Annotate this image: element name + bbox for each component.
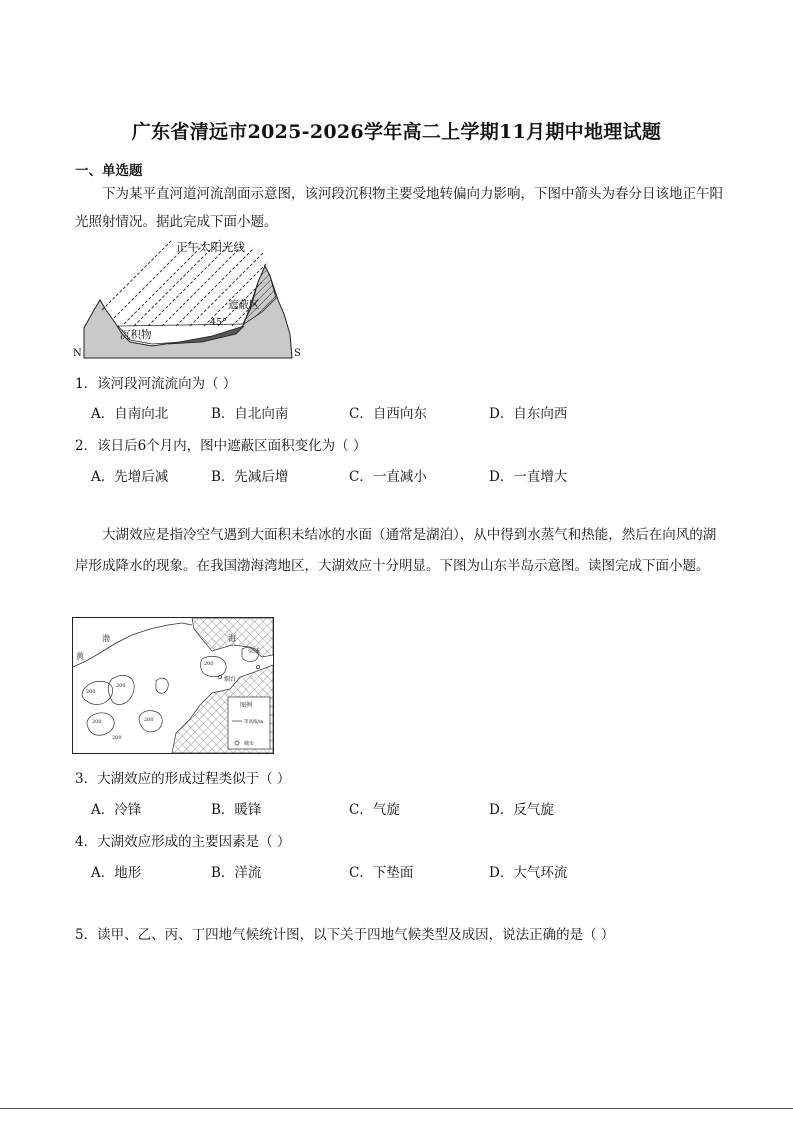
question-4-stem: 4．大湖效应形成的主要因素是（ ） xyxy=(75,834,291,850)
q3-option-b[interactable]: B．暖锋 xyxy=(211,802,262,818)
footer-divider xyxy=(0,1108,793,1109)
label-sediment: 沉积物 xyxy=(120,329,152,341)
q1-option-c[interactable]: C．自西向东 xyxy=(349,406,427,422)
q1-option-b[interactable]: B．自北向南 xyxy=(211,406,289,422)
section-heading: 一、单选题 xyxy=(75,163,143,179)
shandong-map-figure xyxy=(72,617,274,754)
label-huang: 黄 xyxy=(76,652,84,661)
q2-option-a[interactable]: A．先增后减 xyxy=(91,469,169,485)
intro-paragraph-2: 大湖效应是指冷空气遇到大面积未结冰的水面（通常是湖泊），从中得到水蒸气和热能，然后在向风的湖岸形成降水的现象。在我国渤海湾地区，大湖效应十分明显。下图为山东半岛示意图。读图完成下面小题。 xyxy=(75,527,717,574)
q1-option-d[interactable]: D．自东向西 xyxy=(489,406,568,422)
label-hai: 海 xyxy=(228,634,236,643)
river-profile-figure xyxy=(72,238,304,362)
contour-value: 200 xyxy=(92,719,102,725)
q2-option-c[interactable]: C．一直减小 xyxy=(349,469,427,485)
contour-value: 200 xyxy=(86,689,96,695)
q3-option-c[interactable]: C．气旋 xyxy=(349,802,400,818)
question-5-stem: 5．读甲、乙、丙、丁四地气候统计图，以下关于四地气候类型及成因，说法正确的是（ ） xyxy=(75,927,615,943)
intro-paragraph-1: 下为某平直河道河流剖面示意图，该河段沉积物主要受地转偏向力影响，下图中箭头为春分日该地正午阳光照射情况。据此完成下面小题。 xyxy=(75,186,723,230)
q4-option-d[interactable]: D．大气环流 xyxy=(489,865,568,881)
label-yantai: 烟台 xyxy=(224,676,237,683)
legend-city: 城市 xyxy=(244,741,255,747)
label-n: N xyxy=(73,348,82,359)
contour-value: 200 xyxy=(112,735,122,741)
q4-option-c[interactable]: C．下垫面 xyxy=(349,865,414,881)
q3-option-a[interactable]: A．冷锋 xyxy=(91,802,142,818)
q4-option-b[interactable]: B．洋流 xyxy=(211,865,262,881)
contour-value: 200 xyxy=(144,717,154,723)
label-sunlight: 正午太阳光线 xyxy=(176,240,245,254)
q2-option-d[interactable]: D．一直增大 xyxy=(489,469,568,485)
q4-option-a[interactable]: A．地形 xyxy=(91,865,142,881)
label-s: S xyxy=(294,348,301,359)
q1-option-a[interactable]: A．自南向北 xyxy=(91,406,169,422)
label-legend: 图例 xyxy=(240,702,253,709)
legend-contour: 等高线/m xyxy=(244,720,264,725)
label-bo: 渤 xyxy=(102,634,110,643)
page-title: 广东省清远市2025-2026学年高二上学期11月期中地理试题 xyxy=(131,121,662,143)
q2-option-b[interactable]: B．先减后增 xyxy=(211,469,289,485)
label-angle: 45° xyxy=(210,317,227,328)
question-2-stem: 2．该日后6个月内，图中遮蔽区面积变化为（ ） xyxy=(75,438,367,454)
question-1-stem: 1．该河段河流流向为（ ） xyxy=(75,376,237,392)
question-3-stem: 3．大湖效应的形成过程类似于（ ） xyxy=(75,771,291,787)
label-rongcheng: 荣成 xyxy=(248,648,261,655)
contour-value: 200 xyxy=(116,683,126,689)
q3-option-d[interactable]: D．反气旋 xyxy=(489,802,554,818)
label-shadow: 遮蔽区 xyxy=(228,299,260,311)
contour-value: 200 xyxy=(204,661,214,667)
